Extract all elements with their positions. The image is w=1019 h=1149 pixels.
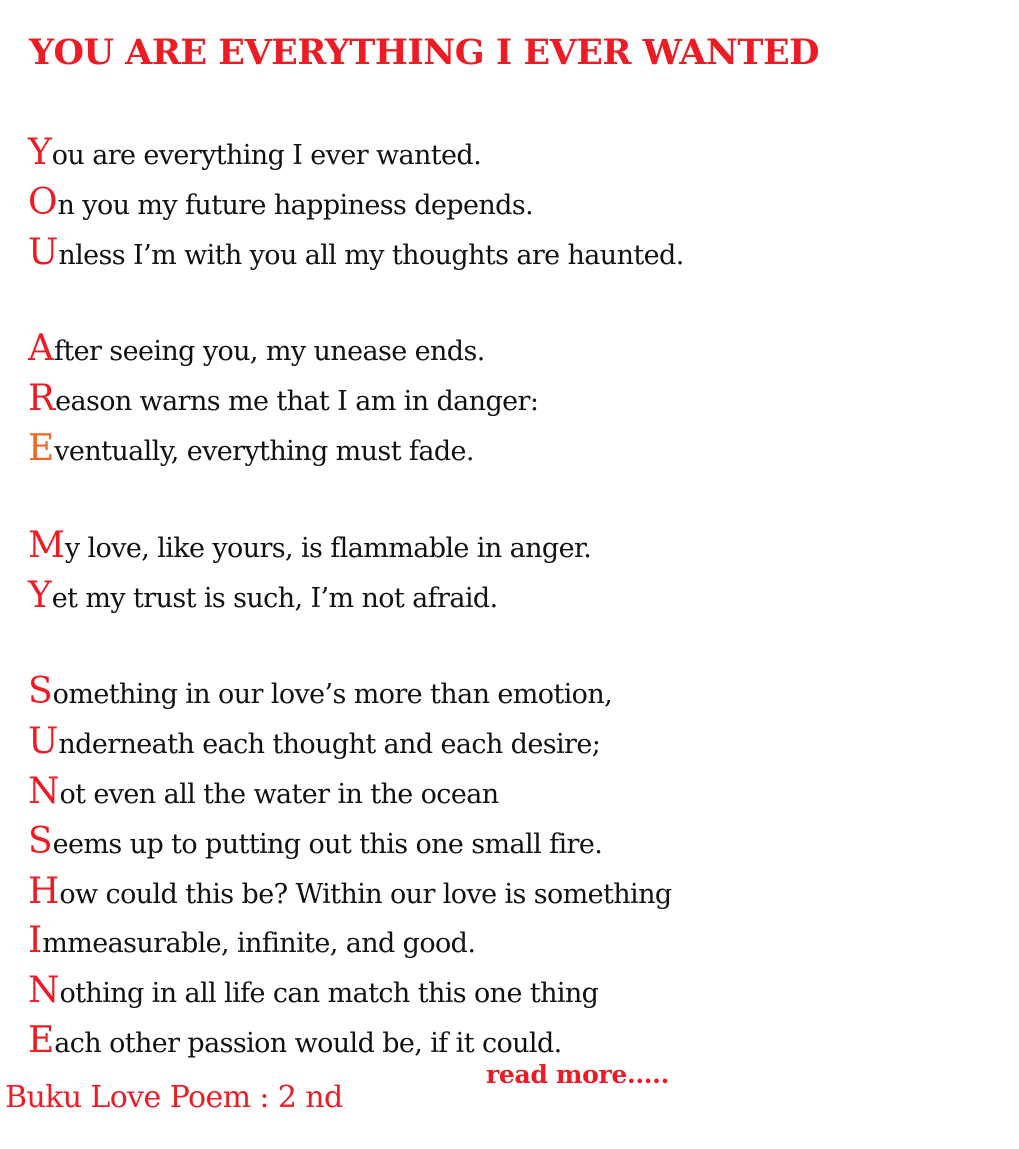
- line-initial: U: [28, 231, 59, 273]
- line-text: mmeasurable, infinite, and good.: [42, 928, 476, 960]
- line-text: nless I’m with you all my thoughts are haunted.: [58, 239, 684, 271]
- stanza-4: [28, 669, 998, 1067]
- line-initial: H: [28, 870, 60, 912]
- line-initial: R: [28, 378, 56, 420]
- line-text: nderneath each thought and each desire;: [58, 729, 601, 761]
- poem-line: [28, 326, 998, 376]
- line-initial: U: [28, 721, 59, 763]
- line-initial: E: [28, 427, 55, 469]
- line-initial: N: [28, 970, 60, 1012]
- stanza-3: [28, 523, 998, 623]
- read-more-link[interactable]: read more.....: [486, 1060, 669, 1089]
- line-initial: Y: [28, 132, 52, 173]
- line-text: et my trust is such, I’m not afraid.: [51, 582, 498, 614]
- line-text: eason warns me that I am in danger:: [55, 386, 539, 418]
- line-initial: Y: [28, 574, 52, 616]
- poem-line: [28, 230, 998, 280]
- poem-line: [28, 669, 998, 719]
- line-initial: S: [28, 671, 53, 713]
- poem-line: [28, 819, 998, 869]
- poem-title: YOU ARE EVERYTHING I EVER WANTED: [29, 32, 819, 73]
- poem-line: [28, 918, 998, 968]
- poem-line: [28, 769, 998, 819]
- line-text: ow could this be? Within our love is something: [59, 878, 672, 910]
- line-initial: S: [28, 820, 53, 862]
- line-text: fter seeing you, my unease ends.: [54, 336, 485, 368]
- poem-line: [28, 180, 998, 230]
- line-text: ou are everything I ever wanted.: [51, 140, 482, 171]
- line-text: omething in our love’s more than emotion,: [52, 679, 613, 711]
- poem-line: [28, 719, 998, 769]
- line-initial: M: [28, 524, 65, 566]
- line-initial: I: [28, 920, 43, 962]
- poem-body: [28, 130, 998, 1115]
- poem-line: [28, 523, 998, 573]
- poem-line: [28, 573, 998, 623]
- line-text: ach other passion would be, if it could.: [54, 1027, 562, 1059]
- line-text: othing in all life can match this one thing: [59, 978, 599, 1010]
- poem-line: [28, 130, 998, 180]
- line-text: ot even all the water in the ocean: [59, 778, 499, 810]
- poem-line: [28, 968, 998, 1018]
- line-initial: N: [28, 770, 60, 812]
- line-initial: E: [28, 1019, 55, 1061]
- poem-line: [28, 426, 998, 476]
- line-text: ventually, everything must fade.: [54, 435, 474, 467]
- line-initial: O: [28, 181, 58, 223]
- footer-caption: Buku Love Poem : 2 nd: [5, 1080, 343, 1115]
- stanza-2: [28, 326, 998, 475]
- line-text: eems up to putting out this one small fire.: [52, 828, 603, 860]
- line-text: y love, like yours, is flammable in anger.: [64, 532, 592, 564]
- poem-line: [28, 376, 998, 426]
- poem-line: [28, 869, 998, 919]
- line-text: n you my future happiness depends.: [57, 189, 534, 221]
- line-initial: A: [28, 328, 54, 370]
- stanza-1: [28, 130, 998, 279]
